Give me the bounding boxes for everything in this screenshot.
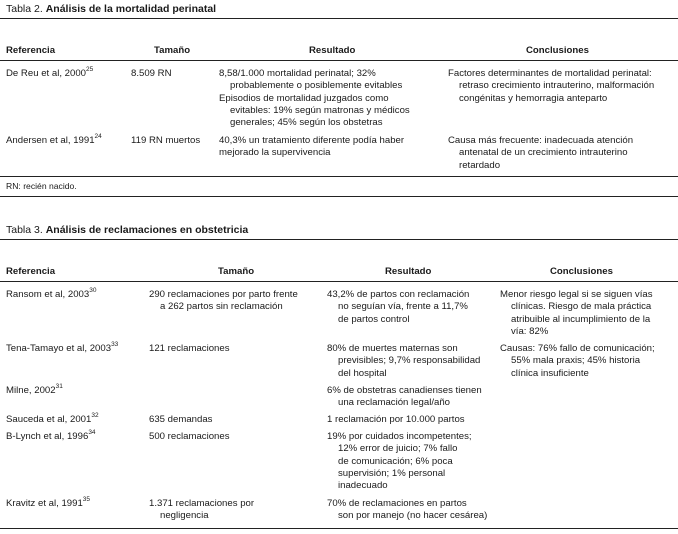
result-line: generales; 45% según los obstetras [230,117,383,129]
table3-header-rule [0,281,678,282]
table3-row6-size [149,498,254,523]
result-line: 8,58/1.000 mortalidad perinatal; 32% [219,68,376,79]
conclusion-line: congénitas y hemorragia anteparto [459,92,608,104]
table2-top-rule [0,18,678,19]
result-line: 19% por cuidados incompetentes; [327,431,472,442]
conclusion-line: antenatal de un crecimiento intrauterino [459,147,628,159]
result-line: una reclamación legal/año [338,397,451,409]
table2-title: Análisis de la mortalidad perinatal [45,3,217,15]
result-line: supervisión; 1% personal [338,467,446,479]
size-line: 1.371 reclamaciones por [149,498,255,509]
conclusion-line: clínica insuficiente [511,367,589,379]
table2-row1-conclusion [448,68,654,105]
result-line: inadecuado [338,480,388,492]
size-line: 121 reclamaciones [149,343,230,354]
conclusion-line: Causa más frecuente: inadecuada atención [448,135,634,146]
table2-header-result: Resultado [309,45,356,56]
reference-text: Ransom et al, 2003 [6,289,90,300]
result-line: evitables: 19% según matronas y médicos [230,104,410,116]
table3-row6-reference [6,495,91,510]
citation-number: 34 [88,428,96,436]
result-line: 40,3% un tratamiento diferente podía haber [219,135,405,146]
citation-number: 25 [86,65,94,73]
table2-row2-conclusion [448,135,633,172]
result-line: 80% de muertes maternas son [327,343,458,354]
table2-bottom-rule [0,176,678,177]
table3-header-reference: Referencia [6,266,56,277]
conclusion-line: 55% mala praxis; 45% historia [511,355,641,367]
conclusion-line: Factores determinantes de mortalidad perinatal: [448,68,652,79]
table3-row1-result [327,289,469,326]
citation-number: 31 [55,382,63,390]
table2-header-reference: Referencia [6,45,56,56]
conclusion-line: retraso crecimiento intrauterino, malformación [459,80,655,92]
citation-number: 24 [94,132,102,140]
table3-bottom-rule [0,528,678,529]
reference-text: Sauceda et al, 2001 [6,414,92,425]
reference-text: Tena-Tamayo et al, 2003 [6,343,112,354]
table2-header-rule [0,60,678,61]
reference-text: De Reu et al, 2000 [6,68,87,79]
table2-row1-reference [6,65,94,80]
table3-header-conclusions: Conclusiones [550,266,613,277]
table3-header-size: Tamaño [218,266,255,277]
table3-row2-conclusion [500,343,655,380]
conclusion-line: atribuible al incumplimiento de la [511,313,651,325]
table2-label: Tabla 2. [6,3,43,15]
table2-row2-size [131,135,200,147]
reference-text: Kravitz et al, 1991 [6,498,83,509]
table2-footnote: RN: recién nacido. [6,181,77,191]
table3-row2-reference [6,340,119,355]
table3-top-rule [0,239,678,240]
table3-row1-conclusion [500,289,653,338]
size-line: a 262 partos sin reclamación [160,301,283,313]
result-line: 12% error de juicio; 7% fallo [338,443,458,455]
table3-row2-result [327,343,480,380]
conclusion-line: vía: 82% [511,325,549,337]
size-line: 290 reclamaciones por parto frente [149,289,298,300]
table3-row1-reference [6,286,97,301]
conclusion-line: Menor riesgo legal si se siguen vías [500,289,653,300]
result-line: son por manejo (no hacer cesárea) [338,510,488,522]
size-line: 635 demandas [149,414,213,425]
result-line: 43,2% de partos con reclamación [327,289,470,300]
table2-header-size: Tamaño [154,45,191,56]
table3-row5-size [149,431,230,443]
conclusion-line: retardado [459,159,501,171]
conclusion-line: Causas: 76% fallo de comunicación; [500,343,655,354]
reference-text: Milne, 2002 [6,385,56,396]
table3-row4-size [149,414,212,426]
table2-footnote-rule [0,196,678,197]
reference-text: B-Lynch et al, 1996 [6,431,89,442]
table3-row4-reference [6,411,99,426]
table3-row2-size [149,343,230,355]
size-line: negligencia [160,510,209,522]
result-line: 1 reclamación por 10.000 partos [327,414,465,425]
table3-row1-size [149,289,298,314]
table3-row3-reference [6,382,63,397]
table2-header-conclusions: Conclusiones [526,45,589,56]
table3-row5-result [327,431,472,492]
table3-caption [6,224,248,236]
result-line: Episodios de mortalidad juzgados como [219,92,389,104]
table3-row5-reference [6,428,96,443]
table3-row6-result [327,498,487,523]
table3-row4-result [327,414,465,426]
citation-number: 32 [91,411,99,419]
table3-title: Análisis de reclamaciones en obstetricia [45,224,249,236]
citation-number: 35 [82,495,91,503]
size-line: 119 RN muertos [131,135,201,146]
table3-header-result: Resultado [385,266,432,277]
size-line: 8.509 RN [131,68,172,79]
table2-row2-result [219,135,404,160]
table2-caption [6,3,216,15]
size-line: 500 reclamaciones [149,431,230,442]
citation-number: 33 [111,340,119,348]
result-line: de partos control [338,313,410,325]
result-line: mejorado la supervivencia [219,147,331,159]
table3-row3-result [327,385,482,410]
result-line: 70% de reclamaciones en partos [327,498,467,509]
table2-row1-size [131,68,172,80]
table3-label: Tabla 3. [6,224,43,236]
result-line: 6% de obstetras canadienses tienen [327,385,482,396]
result-line: de comunicación; 6% poca [338,455,453,467]
table2-row1-result [219,68,410,129]
result-line: previsibles; 9,7% responsabilidad [338,355,481,367]
result-line: no seguían vía, frente a 11,7% [338,301,468,313]
result-line: del hospital [338,367,387,379]
citation-number: 30 [89,286,97,294]
result-line: probablemente o posiblemente evitables [230,80,403,92]
table2-row2-reference [6,132,102,147]
reference-text: Andersen et al, 1991 [6,135,95,146]
conclusion-line: clínicas. Riesgo de mala práctica [511,301,652,313]
